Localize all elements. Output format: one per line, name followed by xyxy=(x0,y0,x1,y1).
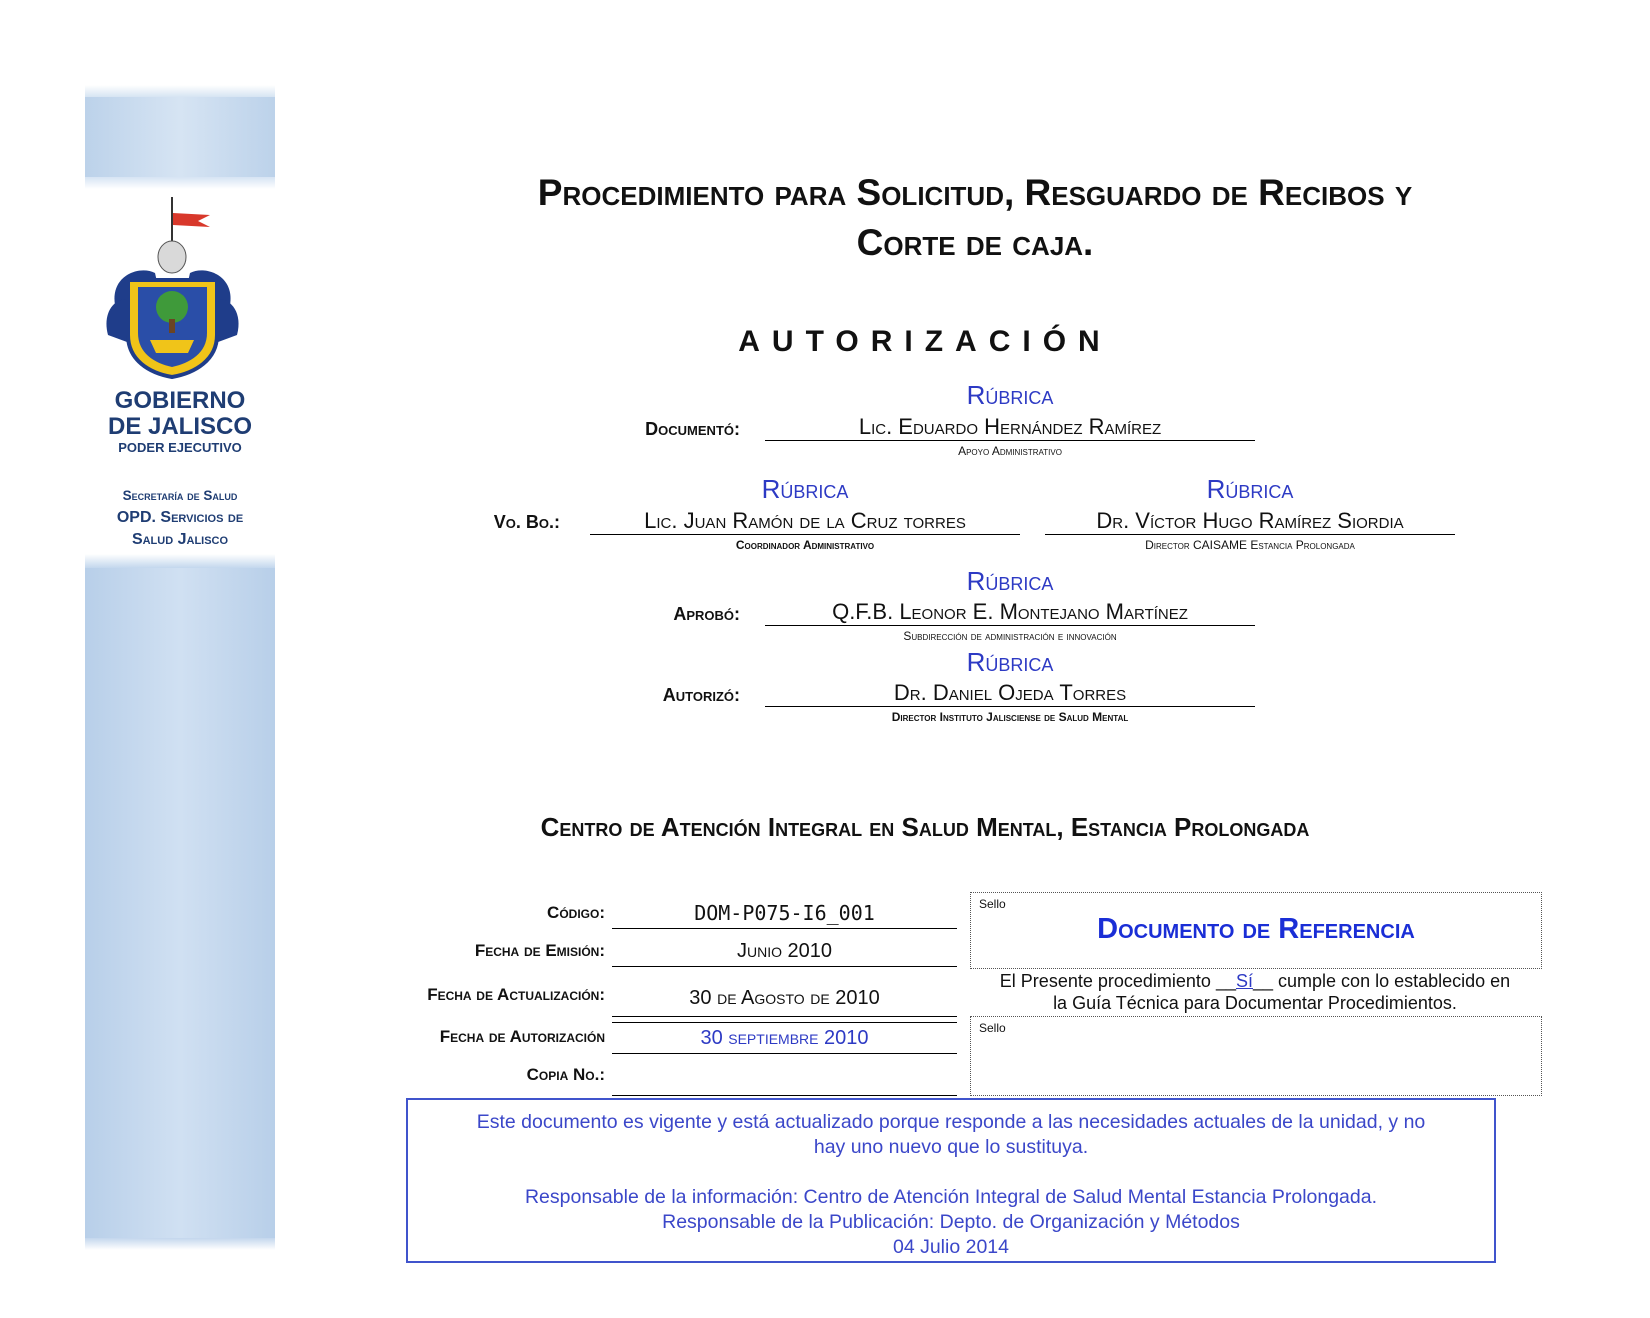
aprobo-role: Subdirección de administración e innovación xyxy=(903,629,1117,643)
actualizacion-label: Fecha de Actualización: xyxy=(427,985,605,1004)
gobierno-jalisco-logo-text: GOBIERNO DE JALISCO xyxy=(107,387,253,440)
centro-heading: Centro de Atención Integral en Salud Mental, Estancia Prolongada xyxy=(540,812,1310,842)
autorizo-label: Autorizó: xyxy=(662,685,740,705)
documento-referencia: Documento de Referencia xyxy=(1097,913,1415,945)
documento-role: Apoyo Administrativo xyxy=(958,444,1062,458)
rubrica-autorizo: Rúbrica xyxy=(966,647,1054,677)
poder-ejecutivo: PODER EJECUTIVO xyxy=(118,440,242,455)
sello-box-top xyxy=(970,892,1542,969)
vobo-right-name: Dr. Víctor Hugo Ramírez Siordia xyxy=(1045,508,1455,535)
page-title: Procedimiento para Solicitud, Resguardo de Recibos y Corte de caja. xyxy=(537,172,1413,263)
emision-label: Fecha de Emisión: xyxy=(474,941,605,960)
autorizacion-fecha-label: Fecha de Autorización xyxy=(439,1027,605,1046)
presente-statement: El Presente procedimiento __Sí__ cumple con lo establecido en la Guía Técnica para Documentar Procedimientos. xyxy=(999,971,1511,1013)
autorizo-name: Dr. Daniel Ojeda Torres xyxy=(765,680,1255,707)
actualizacion-value: 30 de Agosto de 2010 xyxy=(612,980,957,1017)
vigencia-notice: Este documento es vigente y está actualizado porque responde a las necesidades actuales de la unidad, y no hay uno nuevo que lo sustituya. Responsable de la información: Centro de Atención Integral de Salud Mental Estancia Prolongada. Responsable de la Publicación: Depto. de Organización y Métodos 04 Julio 2014 xyxy=(406,1098,1496,1263)
copia-value xyxy=(612,1060,957,1096)
rubrica-vobo-left: Rúbrica xyxy=(761,474,849,504)
rubrica-aprobo: Rúbrica xyxy=(966,566,1054,596)
sello-box-bottom xyxy=(970,1016,1542,1096)
sidebar-top-panel xyxy=(85,97,275,177)
sidebar-bottom-panel xyxy=(85,568,275,1238)
rubrica-vobo-right: Rúbrica xyxy=(1206,474,1294,504)
aprobo-label: Aprobó: xyxy=(673,604,740,624)
secretaria-salud: Secretaría de Salud OPD. Servicios de Salud Jalisco xyxy=(116,488,244,548)
autorizacion-fecha-value: 30 septiembre 2010 xyxy=(612,1022,957,1054)
vobo-left-name: Lic. Juan Ramón de la Cruz torres xyxy=(590,508,1020,535)
vobo-label: Vo. Bo.: xyxy=(493,512,560,532)
sello-label: Sello xyxy=(979,897,1006,911)
jalisco-coat-of-arms-icon xyxy=(100,195,245,385)
documento-label: Documentó: xyxy=(645,419,740,439)
aprobo-name: Q.F.B. Leonor E. Montejano Martínez xyxy=(765,599,1255,626)
presente-yes-value: Sí xyxy=(1235,971,1253,991)
autorizo-role: Director Instituto Jalisciense de Salud Mental xyxy=(891,710,1129,724)
codigo-label: Código: xyxy=(547,903,605,922)
copia-label: Copia No.: xyxy=(526,1065,605,1084)
vobo-left-role: Coordinador Administrativo xyxy=(735,538,875,552)
codigo-value: DOM-P075-I6_001 xyxy=(612,898,957,929)
vobo-right-role: Director CAISAME Estancia Prolongada xyxy=(1145,538,1355,552)
emision-value: Junio 2010 xyxy=(612,936,957,967)
rubrica-documento: Rúbrica xyxy=(966,380,1054,410)
sello-label: Sello xyxy=(979,1021,1006,1035)
documento-name: Lic. Eduardo Hernández Ramírez xyxy=(765,414,1255,441)
autorizacion-heading: AUTORIZACIÓN xyxy=(738,325,1112,358)
